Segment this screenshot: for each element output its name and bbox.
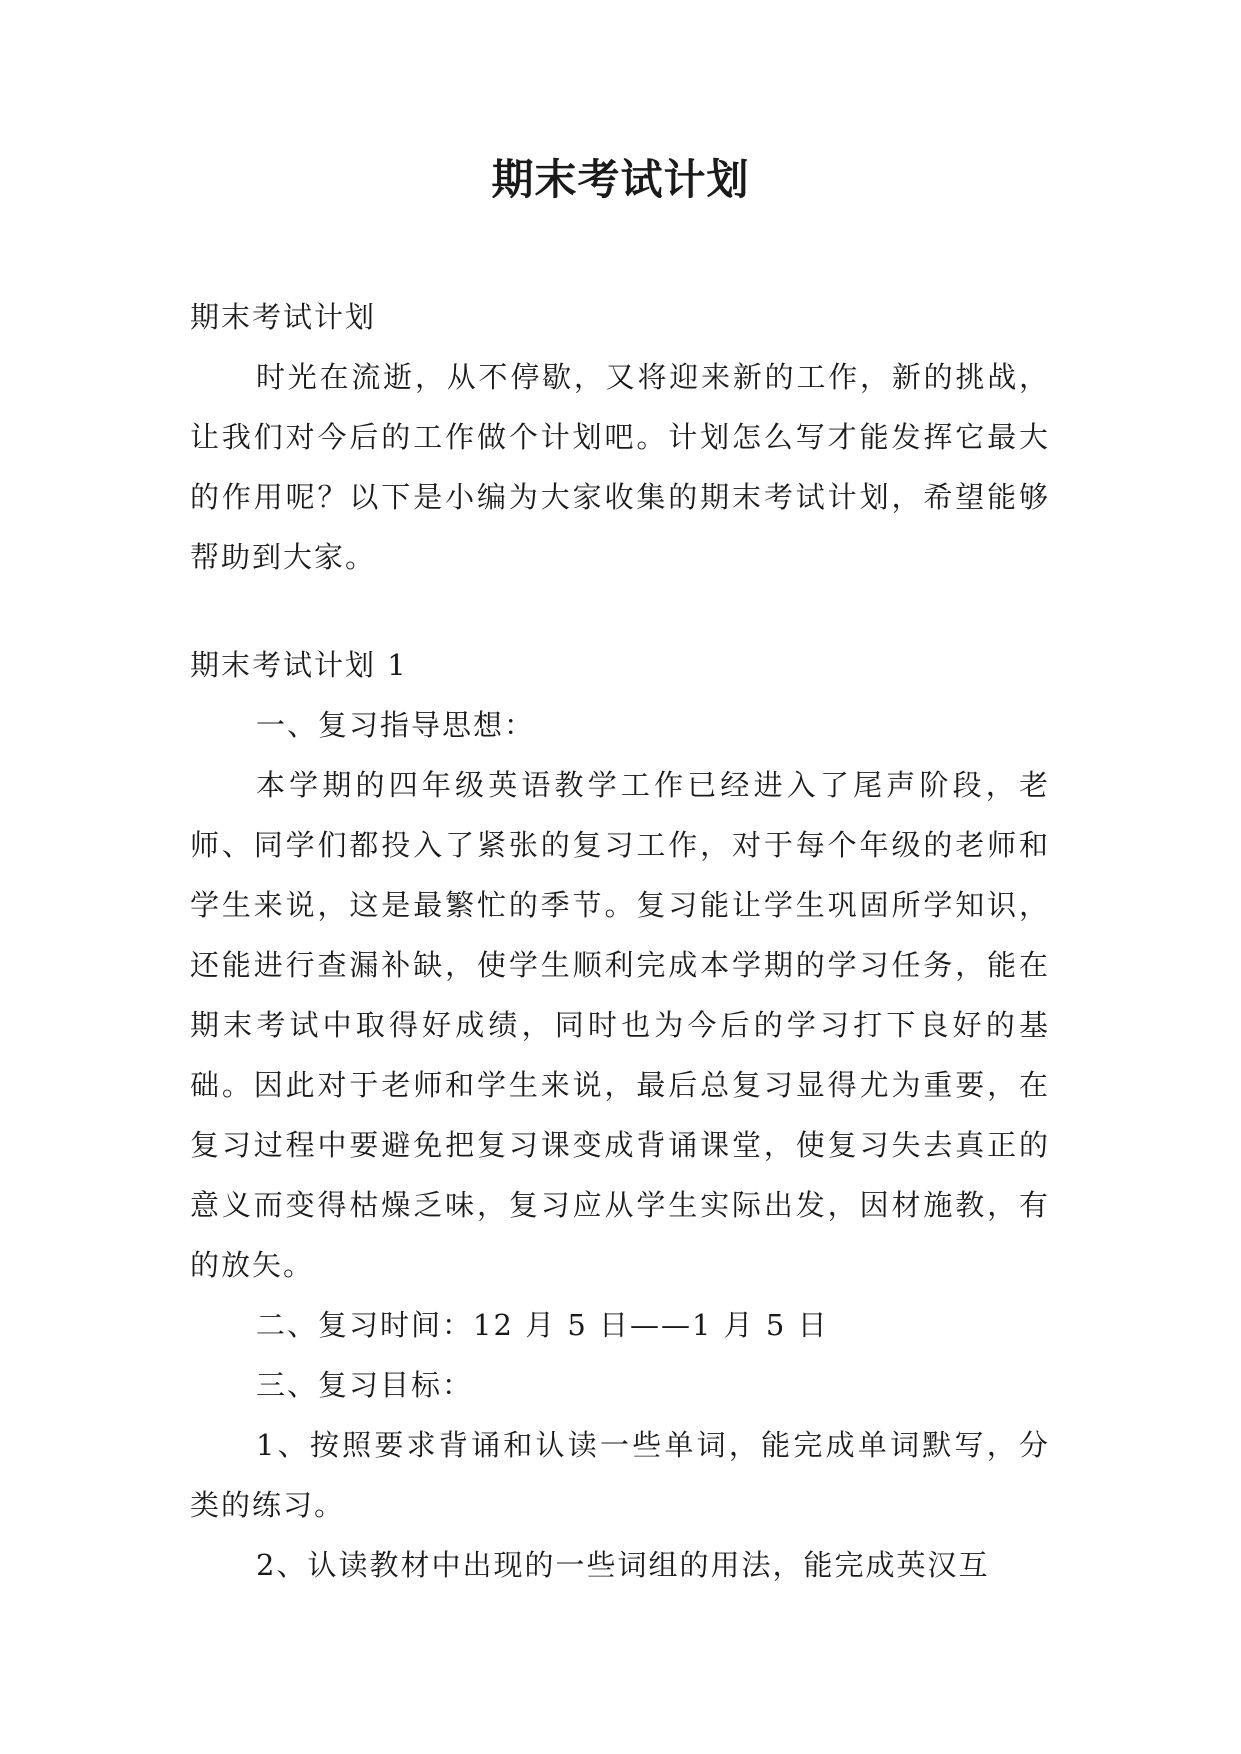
document-title: 期末考试计划	[491, 155, 750, 204]
guide-heading: 一、复习指导思想：	[256, 708, 536, 742]
goal-item-2: 2、认读教材中出现的一些词组的用法，能完成英汉互	[256, 1548, 990, 1582]
paragraph-gap	[190, 587, 1050, 635]
intro-paragraph: 时光在流逝，从不停歇，又将迎来新的工作，新的挑战，让我们对今后的工作做个计划吧。计划怎么写才能发挥它最大的作用呢？以下是小编为大家收集的期末考试计划，希望能够帮助到大家。	[190, 360, 1050, 574]
subheading: 期末考试计划	[190, 300, 377, 334]
document-body	[190, 287, 1050, 1595]
goal-heading: 三、复习目标：	[256, 1368, 474, 1402]
guide-paragraph: 本学期的四年级英语教学工作已经进入了尾声阶段，老师、同学们都投入了紧张的复习工作，对于每个年级的老师和学生来说，这是最繁忙的季节。复习能让学生巩固所学知识，还能进行查漏补缺，使学生顺利完成本学期的学习任务，能在期末考试中取得好成绩，同时也为今后的学习打下良好的基础。因此对于老师和学生来说，最后总复习显得尤为重要，在复习过程中要避免把复习课变成背诵课堂，使复习失去真正的意义而变得枯燥乏味，复习应从学生实际出发，因材施教，有的放矢。	[190, 768, 1050, 1282]
goal-item-1: 1、按照要求背诵和认读一些单词，能完成单词默写，分类的练习。	[190, 1428, 1050, 1522]
review-time-paragraph: 二、复习时间：12 月 5 日——1 月 5 日	[256, 1308, 829, 1342]
section-title: 期末考试计划 1	[190, 648, 408, 682]
